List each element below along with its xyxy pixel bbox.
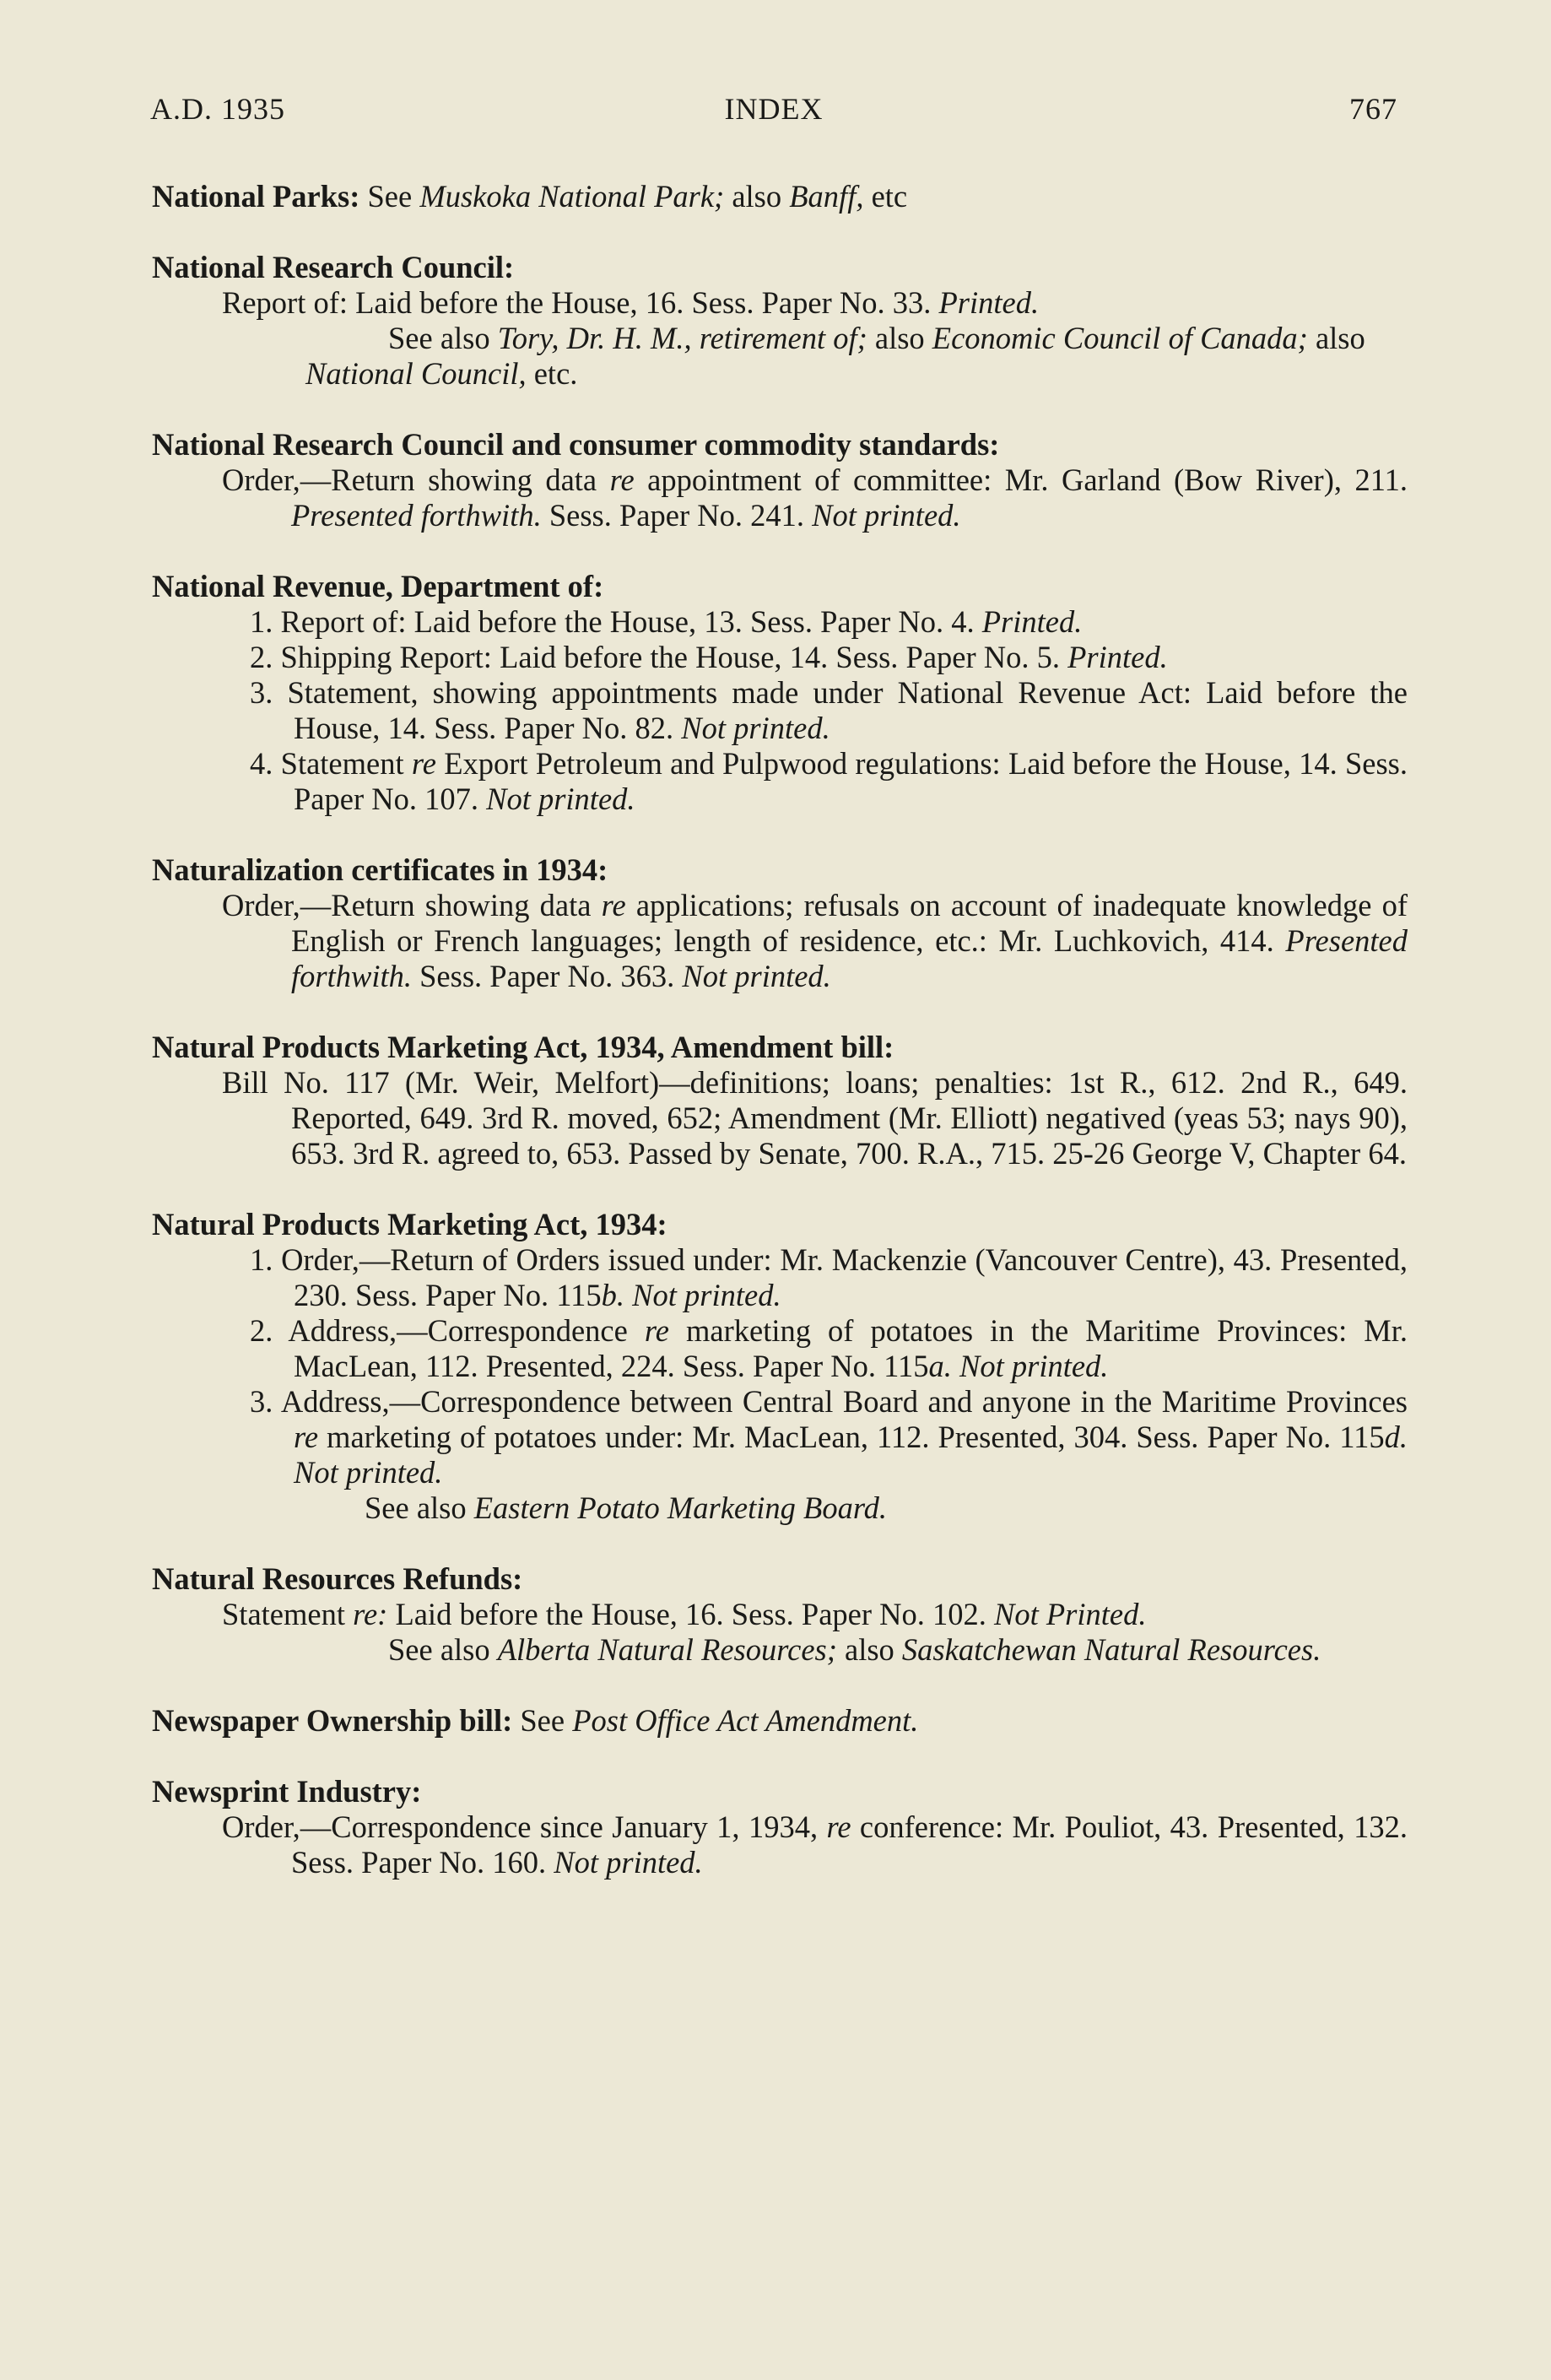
item-number: 2. bbox=[250, 640, 273, 674]
item-italic: re bbox=[294, 1420, 319, 1454]
entry-item bbox=[152, 1597, 1408, 1632]
running-head bbox=[150, 91, 1397, 133]
item-status: Not printed. bbox=[632, 1278, 781, 1312]
entry-heading: National Research Council: bbox=[152, 250, 515, 284]
entry-italic: Presented forthwith. bbox=[291, 498, 542, 533]
entry-ref-text: See bbox=[359, 179, 420, 214]
item-text: Report of: Laid before the House, 13. Sess. Paper No. 4. bbox=[280, 604, 982, 639]
entry-ref-italic: Post Office Act Amendment. bbox=[572, 1703, 919, 1738]
entry-ref-text: See bbox=[512, 1703, 573, 1738]
entry-heading: National Revenue, Department of: bbox=[152, 569, 604, 603]
item-number: 1. bbox=[250, 604, 273, 639]
item-number: 2. bbox=[250, 1313, 273, 1348]
numbered-item bbox=[152, 1242, 1408, 1313]
index-entry-nrc-consumer-standards bbox=[152, 427, 1408, 533]
index-entry-national-research-council bbox=[152, 250, 1408, 392]
index-entry-npma-1934 bbox=[152, 1207, 1408, 1526]
entry-heading: National Parks: bbox=[152, 179, 360, 214]
entry-heading: Natural Products Marketing Act, 1934, Amendment bill: bbox=[152, 1030, 894, 1064]
entry-item bbox=[152, 1809, 1408, 1880]
index-entry-naturalization-certificates bbox=[152, 852, 1408, 994]
item-text: marketing of potatoes in the Maritime Provinces: Mr. MacLean, 112. Presented, 224. Sess. Paper No. 115 bbox=[294, 1313, 1408, 1383]
entry-status: Printed. bbox=[938, 285, 1040, 320]
index-body bbox=[152, 179, 1408, 1916]
entry-status: Not printed. bbox=[682, 959, 831, 993]
entry-text: Order,—Return showing data bbox=[222, 462, 610, 497]
entry-item bbox=[152, 285, 1408, 321]
entry-italic: re bbox=[601, 888, 626, 922]
see-also-label: See also bbox=[365, 1490, 474, 1525]
index-entry-natural-resources-refunds bbox=[152, 1561, 1408, 1668]
see-also bbox=[152, 1490, 1408, 1526]
item-number: 3. bbox=[250, 675, 273, 710]
entry-text: conference: Mr. Pouliot, 43. Presented, 132. Sess. Paper No. 160. bbox=[291, 1809, 1408, 1880]
item-italic: re bbox=[411, 746, 436, 781]
numbered-item bbox=[152, 675, 1408, 746]
item-italic: b. bbox=[601, 1278, 625, 1312]
see-also-ref: National Council, bbox=[305, 356, 527, 391]
index-entry-national-parks bbox=[152, 179, 1408, 214]
header-year: A.D. 1935 bbox=[150, 92, 285, 126]
entry-heading: Natural Resources Refunds: bbox=[152, 1561, 523, 1596]
item-text: Statement bbox=[280, 746, 412, 781]
entry-text: appointment of committee: Mr. Garland (Bow River), 211. bbox=[634, 462, 1408, 497]
item-text: Address,—Correspondence bbox=[288, 1313, 645, 1348]
see-also-text: also bbox=[867, 321, 932, 355]
item-status: Printed. bbox=[1067, 640, 1168, 674]
entry-text: Sess. Paper No. 241. bbox=[541, 498, 813, 533]
item-text: Statement, showing appointments made under National Revenue Act: Laid before the House, 14. Sess. Paper No. 82. bbox=[287, 675, 1408, 745]
entry-italic: re bbox=[826, 1809, 851, 1844]
item-italic: re bbox=[644, 1313, 669, 1348]
see-also-ref: Economic Council of Canada; bbox=[932, 321, 1308, 355]
header-title: INDEX bbox=[724, 92, 824, 126]
entry-text: applications; refusals on account of inadequate knowledge of English or French languages; length of residence, etc.: Mr. Luchkovich, 414. bbox=[291, 888, 1408, 958]
item-status: d. Not printed. bbox=[294, 1420, 1408, 1490]
entry-ref-text: etc bbox=[863, 179, 908, 214]
entry-italic: re: bbox=[353, 1597, 388, 1631]
entry-status: Not Printed. bbox=[994, 1597, 1147, 1631]
see-also-ref: Alberta Natural Resources; bbox=[497, 1632, 837, 1667]
entry-status: Not printed. bbox=[812, 498, 961, 533]
entry-item bbox=[152, 888, 1408, 994]
see-also bbox=[152, 1632, 1408, 1668]
entry-heading: Newspaper Ownership bill: bbox=[152, 1703, 513, 1738]
index-entry-national-revenue bbox=[152, 569, 1408, 817]
entry-text: Statement bbox=[222, 1597, 354, 1631]
entry-heading: National Research Council and consumer commodity standards: bbox=[152, 427, 1000, 462]
see-also-ref: Tory, Dr. H. M., retirement of; bbox=[497, 321, 867, 355]
entry-text: Sess. Paper No. 363. bbox=[412, 959, 683, 993]
entry-heading: Natural Products Marketing Act, 1934: bbox=[152, 1207, 667, 1241]
numbered-item bbox=[152, 604, 1408, 640]
entry-item: Bill No. 117 (Mr. Weir, Melfort)—definitions; loans; penalties: 1st R., 612. 2nd R., 649. Reported, 649. 3rd R. moved, 652; Amendment (Mr. Elliott) negatived (yeas 53; nays 90), 653. 3rd R. agreed to, 653. Passed by Senate, 700. R.A., 715. 25-26 George V, Chapter 64. bbox=[222, 1065, 1408, 1171]
index-entry-newspaper-ownership-bill bbox=[152, 1703, 1408, 1739]
entry-heading: Naturalization certificates in 1934: bbox=[152, 852, 608, 887]
see-also bbox=[152, 321, 1408, 392]
item-text: Export Petroleum and Pulpwood regulations: Laid before the House, 14. Sess. Paper No. 107. bbox=[294, 746, 1408, 816]
entry-ref-text: also bbox=[724, 179, 790, 214]
entry-text: Order,—Correspondence since January 1, 1934, bbox=[222, 1809, 827, 1844]
entry-text: Report of: Laid before the House, 16. Sess. Paper No. 33. bbox=[222, 285, 939, 320]
see-also-text: etc. bbox=[526, 356, 578, 391]
item-status: Not printed. bbox=[681, 711, 830, 745]
numbered-item bbox=[152, 746, 1408, 817]
numbered-item bbox=[152, 640, 1408, 675]
see-also-ref: Saskatchewan Natural Resources. bbox=[901, 1632, 1321, 1667]
see-also-text: also bbox=[1307, 321, 1365, 355]
item-text: Order,—Return of Orders issued under: Mr. Mackenzie (Vancouver Centre), 43. Presented, 230. Sess. Paper No. 115 bbox=[281, 1242, 1408, 1312]
entry-ref-italic: Banff, bbox=[789, 179, 864, 214]
item-text bbox=[624, 1278, 632, 1312]
entry-status: Not printed. bbox=[554, 1845, 703, 1880]
item-status: a. Not printed. bbox=[928, 1349, 1109, 1383]
entry-ref-italic: Muskoka National Park; bbox=[419, 179, 725, 214]
entry-heading: Newsprint Industry: bbox=[152, 1774, 422, 1809]
see-also-text: also bbox=[836, 1632, 902, 1667]
item-number: 3. bbox=[250, 1384, 273, 1419]
index-entry-newsprint-industry bbox=[152, 1774, 1408, 1880]
item-text: marketing of potatoes under: Mr. MacLean, 112. Presented, 304. Sess. Paper No. 115 bbox=[318, 1420, 1385, 1454]
entry-italic: Presented forthwith. bbox=[291, 923, 1408, 993]
page-number: 767 bbox=[1349, 92, 1397, 126]
entry-text: Laid before the House, 16. Sess. Paper No. 102. bbox=[387, 1597, 995, 1631]
entry-italic: re bbox=[609, 462, 635, 497]
item-text: Address,—Correspondence between Central Board and anyone in the Maritime Provinces bbox=[280, 1384, 1408, 1419]
entry-text: Order,—Return showing data bbox=[222, 888, 602, 922]
see-also-label: See also bbox=[388, 1632, 498, 1667]
item-number: 1. bbox=[250, 1242, 273, 1277]
see-also-label: See also bbox=[388, 321, 498, 355]
index-entry-npma-amendment-bill bbox=[152, 1030, 1408, 1171]
item-text: Shipping Report: Laid before the House, 14. Sess. Paper No. 5. bbox=[280, 640, 1068, 674]
item-status: Printed. bbox=[981, 604, 1083, 639]
numbered-item bbox=[152, 1313, 1408, 1384]
numbered-item bbox=[152, 1384, 1408, 1490]
entry-item bbox=[152, 462, 1408, 533]
item-status: Not printed. bbox=[486, 782, 635, 816]
item-number: 4. bbox=[250, 746, 273, 781]
see-also-ref: Eastern Potato Marketing Board. bbox=[473, 1490, 888, 1525]
